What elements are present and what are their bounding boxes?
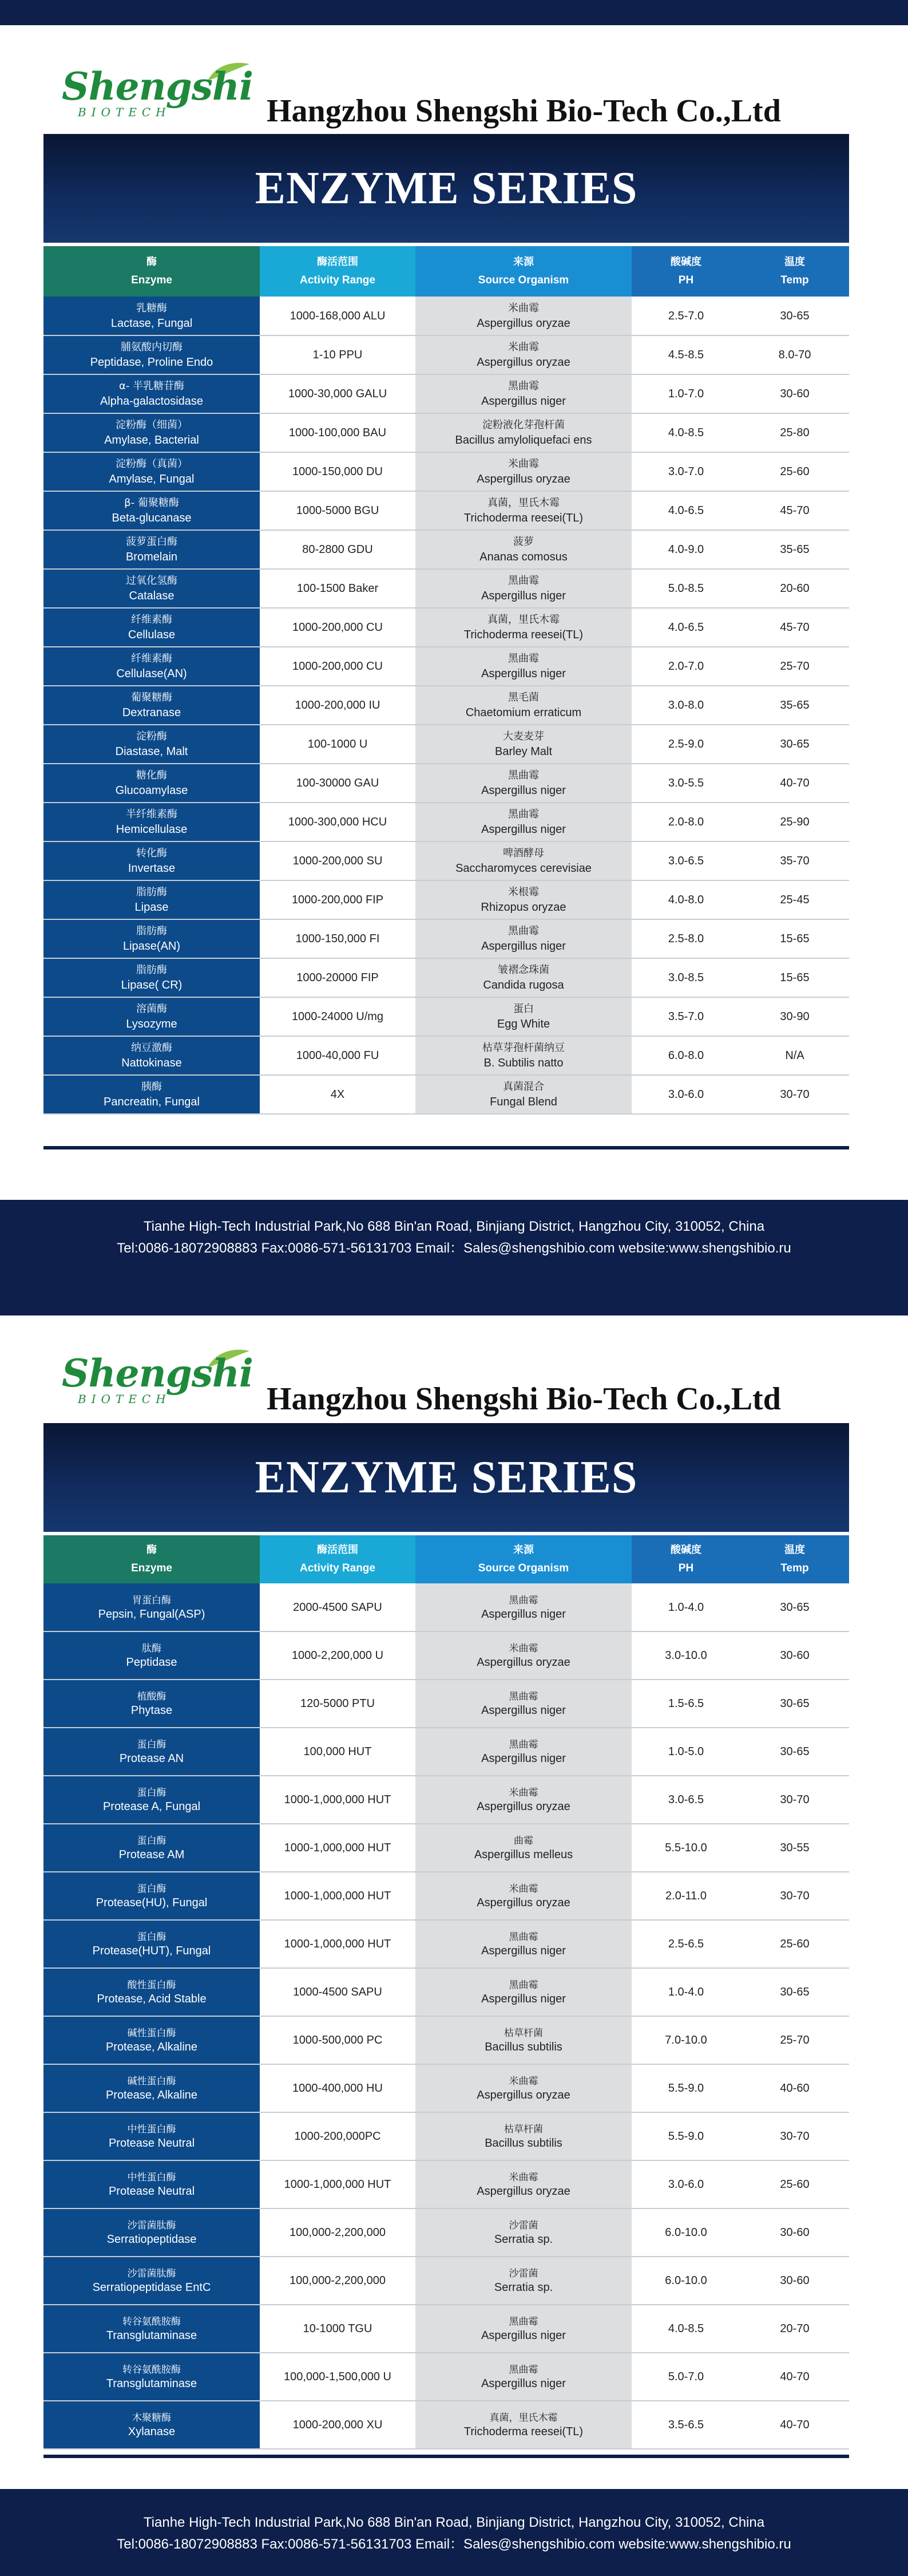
- ph-cell: 3.0-8.5: [632, 958, 740, 997]
- table-row: [43, 725, 849, 764]
- table-row: [43, 413, 849, 452]
- enzyme-name-cell: 脯氨酸内切酶 Peptidase, Proline Endo: [43, 335, 260, 374]
- temp-cell: 35-65: [740, 686, 849, 725]
- source-organism-cell: 曲霉 Aspergillus melleus: [415, 1824, 632, 1872]
- table-row: [43, 1728, 849, 1776]
- temp-cell: 30-65: [740, 297, 849, 335]
- table-row: [43, 2257, 849, 2305]
- activity-range-cell: 1000-150,000 FI: [260, 919, 415, 958]
- enzyme-name-cell: 碱性蛋白酶 Protease, Alkaline: [43, 2064, 260, 2112]
- enzyme-name-cell: 脂肪酶 Lipase(AN): [43, 919, 260, 958]
- ph-cell: 3.0-10.0: [632, 1631, 740, 1680]
- temp-cell: 15-65: [740, 919, 849, 958]
- ph-cell: 4.0-6.5: [632, 491, 740, 530]
- table-row: [43, 1075, 849, 1114]
- ph-cell: 1.0-4.0: [632, 1968, 740, 2016]
- activity-range-cell: 10-1000 TGU: [260, 2305, 415, 2353]
- table-row: [43, 1920, 849, 1968]
- ph-cell: 3.5-6.5: [632, 2401, 740, 2449]
- temp-cell: 25-60: [740, 1920, 849, 1968]
- activity-range-cell: 1000-200,000 CU: [260, 608, 415, 647]
- ph-cell: 1.0-5.0: [632, 1728, 740, 1776]
- enzyme-name-cell: 蛋白酶 Protease AN: [43, 1728, 260, 1776]
- enzyme-name-cell: 脂肪酶 Lipase( CR): [43, 958, 260, 997]
- ph-cell: 3.5-7.0: [632, 997, 740, 1036]
- enzyme-table-1: [43, 246, 849, 1115]
- enzyme-name-cell: 蛋白酶 Protease(HU), Fungal: [43, 1872, 260, 1920]
- table-row: [43, 2208, 849, 2257]
- enzyme-name-cell: 沙雷菌肽酶 Serratiopeptidase EntC: [43, 2257, 260, 2305]
- activity-range-cell: 100,000-2,200,000: [260, 2257, 415, 2305]
- enzyme-name-cell: 乳糖酶 Lactase, Fungal: [43, 297, 260, 335]
- table-header-row: [43, 1535, 849, 1583]
- header-source: 来源 Source Organism: [415, 1535, 632, 1583]
- activity-range-cell: 1000-1,000,000 HUT: [260, 1872, 415, 1920]
- table-row: [43, 2112, 849, 2160]
- table-row: [43, 1583, 849, 1631]
- activity-range-cell: 1000-4500 SAPU: [260, 1968, 415, 2016]
- enzyme-name-cell: 转谷氨酰胺酶 Transglutaminase: [43, 2353, 260, 2401]
- enzyme-name-cell: 蛋白酶 Protease A, Fungal: [43, 1776, 260, 1824]
- header-ph: 酸碱度 PH: [632, 246, 740, 297]
- temp-cell: 40-70: [740, 2353, 849, 2401]
- source-organism-cell: 黑曲霉 Aspergillus niger: [415, 1728, 632, 1776]
- source-organism-cell: 米根霉 Rhizopus oryzae: [415, 880, 632, 919]
- source-organism-cell: 真菌，里氏木霉 Trichoderma reesei(TL): [415, 608, 632, 647]
- enzyme-name-cell: 植酸酶 Phytase: [43, 1680, 260, 1728]
- logo-subtitle: BIOTECH: [78, 105, 171, 119]
- source-organism-cell: 米曲霉 Aspergillus oryzae: [415, 1631, 632, 1680]
- table-row: [43, 608, 849, 647]
- enzyme-name-cell: α- 半乳糖苷酶 Alpha-galactosidase: [43, 374, 260, 413]
- temp-cell: 25-60: [740, 2160, 849, 2208]
- temp-cell: 30-65: [740, 1728, 849, 1776]
- temp-cell: 30-60: [740, 374, 849, 413]
- company-name: Hangzhou Shengshi Bio-Tech Co.,Ltd: [267, 1381, 781, 1417]
- table-row: [43, 1824, 849, 1872]
- activity-range-cell: 1000-20000 FIP: [260, 958, 415, 997]
- temp-cell: 30-60: [740, 2257, 849, 2305]
- activity-range-cell: 1000-168,000 ALU: [260, 297, 415, 335]
- enzyme-name-cell: 菠萝蛋白酶 Bromelain: [43, 530, 260, 569]
- enzyme-name-cell: 胰酶 Pancreatin, Fungal: [43, 1075, 260, 1114]
- activity-range-cell: 1000-1,000,000 HUT: [260, 1824, 415, 1872]
- source-organism-cell: 沙雷菌 Serratia sp.: [415, 2257, 632, 2305]
- temp-cell: 30-60: [740, 2208, 849, 2257]
- activity-range-cell: 1000-30,000 GALU: [260, 374, 415, 413]
- footer-address: Tianhe High-Tech Industrial Park,No 688 Bin'an Road, Binjiang District, Hangzhou City, 310052, China: [143, 1219, 765, 1234]
- activity-range-cell: 1000-400,000 HU: [260, 2064, 415, 2112]
- logo-wordmark: Shengshi: [62, 64, 253, 109]
- source-organism-cell: 黑曲霉 Aspergillus niger: [415, 764, 632, 803]
- ph-cell: 3.0-6.0: [632, 1075, 740, 1114]
- header-enzyme: 酶 Enzyme: [43, 246, 260, 297]
- enzyme-table-2: [43, 1535, 849, 2449]
- ph-cell: 3.0-6.5: [632, 841, 740, 880]
- ph-cell: 3.0-8.0: [632, 686, 740, 725]
- table-row: [43, 997, 849, 1036]
- table-row: [43, 2016, 849, 2064]
- ph-cell: 2.5-8.0: [632, 919, 740, 958]
- ph-cell: 1.0-7.0: [632, 374, 740, 413]
- temp-cell: 35-65: [740, 530, 849, 569]
- table-row: [43, 686, 849, 725]
- header-activity: 酶活范围 Activity Range: [260, 246, 415, 297]
- temp-cell: 25-45: [740, 880, 849, 919]
- enzyme-name-cell: 蛋白酶 Protease AM: [43, 1824, 260, 1872]
- table-row: [43, 1968, 849, 2016]
- temp-cell: 30-65: [740, 1583, 849, 1631]
- table-row: [43, 919, 849, 958]
- ph-cell: 5.0-8.5: [632, 569, 740, 608]
- temp-cell: 30-65: [740, 1968, 849, 2016]
- ph-cell: 5.5-9.0: [632, 2064, 740, 2112]
- activity-range-cell: 1000-200,000 SU: [260, 841, 415, 880]
- source-organism-cell: 米曲霉 Aspergillus oryzae: [415, 2160, 632, 2208]
- enzyme-name-cell: 半纤维素酶 Hemicellulase: [43, 803, 260, 841]
- source-organism-cell: 淀粉液化芽孢杆菌 Bacillus amyloliquefaci ens: [415, 413, 632, 452]
- enzyme-name-cell: 碱性蛋白酶 Protease, Alkaline: [43, 2016, 260, 2064]
- activity-range-cell: 1-10 PPU: [260, 335, 415, 374]
- enzyme-name-cell: 葡聚糖酶 Dextranase: [43, 686, 260, 725]
- banner-title: ENZYME SERIES: [255, 163, 638, 214]
- activity-range-cell: 120-5000 PTU: [260, 1680, 415, 1728]
- ph-cell: 3.0-6.5: [632, 1776, 740, 1824]
- ph-cell: 6.0-10.0: [632, 2208, 740, 2257]
- temp-cell: 35-70: [740, 841, 849, 880]
- ph-cell: 4.0-9.0: [632, 530, 740, 569]
- source-organism-cell: 黑曲霉 Aspergillus niger: [415, 569, 632, 608]
- header-temp: 温度 Temp: [740, 246, 849, 297]
- header-activity: 酶活范围 Activity Range: [260, 1535, 415, 1583]
- table-row: [43, 335, 849, 374]
- activity-range-cell: 1000-500,000 PC: [260, 2016, 415, 2064]
- source-organism-cell: 米曲霉 Aspergillus oryzae: [415, 452, 632, 491]
- source-organism-cell: 真菌，里氏木霉 Trichoderma reesei(TL): [415, 2401, 632, 2449]
- enzyme-name-cell: 蛋白酶 Protease(HUT), Fungal: [43, 1920, 260, 1968]
- source-organism-cell: 黑曲霉 Aspergillus niger: [415, 1680, 632, 1728]
- enzyme-name-cell: 纳豆激酶 Nattokinase: [43, 1036, 260, 1075]
- source-organism-cell: 真菌，里氏木霉 Trichoderma reesei(TL): [415, 491, 632, 530]
- banner-title: ENZYME SERIES: [255, 1452, 638, 1503]
- source-organism-cell: 黑曲霉 Aspergillus niger: [415, 1968, 632, 2016]
- enzyme-name-cell: 溶菌酶 Lysozyme: [43, 997, 260, 1036]
- enzyme-name-cell: 沙雷菌肽酶 Serratiopeptidase: [43, 2208, 260, 2257]
- table-row: [43, 958, 849, 997]
- enzyme-name-cell: 淀粉酶 Diastase, Malt: [43, 725, 260, 764]
- activity-range-cell: 4X: [260, 1075, 415, 1114]
- header-enzyme: 酶 Enzyme: [43, 1535, 260, 1583]
- ph-cell: 2.5-9.0: [632, 725, 740, 764]
- logo-wordmark: Shengshi: [62, 1351, 253, 1396]
- source-organism-cell: 黑毛菌 Chaetomium erraticum: [415, 686, 632, 725]
- catalog-page-1: [0, 25, 908, 1222]
- temp-cell: 30-55: [740, 1824, 849, 1872]
- ph-cell: 7.0-10.0: [632, 2016, 740, 2064]
- source-organism-cell: 大麦麦芽 Barley Malt: [415, 725, 632, 764]
- temp-cell: 20-70: [740, 2305, 849, 2353]
- table-row: [43, 2064, 849, 2112]
- activity-range-cell: 1000-5000 BGU: [260, 491, 415, 530]
- activity-range-cell: 1000-24000 U/mg: [260, 997, 415, 1036]
- table-row: [43, 2353, 849, 2401]
- table-row: [43, 803, 849, 841]
- table-row: [43, 1680, 849, 1728]
- activity-range-cell: 2000-4500 SAPU: [260, 1583, 415, 1631]
- temp-cell: 30-70: [740, 1776, 849, 1824]
- source-organism-cell: 黑曲霉 Aspergillus niger: [415, 647, 632, 686]
- header-ph: 酸碱度 PH: [632, 1535, 740, 1583]
- table-header-row: [43, 246, 849, 297]
- enzyme-name-cell: 酸性蛋白酶 Protease, Acid Stable: [43, 1968, 260, 2016]
- activity-range-cell: 1000-150,000 DU: [260, 452, 415, 491]
- source-organism-cell: 米曲霉 Aspergillus oryzae: [415, 1872, 632, 1920]
- ph-cell: 2.5-6.5: [632, 1920, 740, 1968]
- temp-cell: 30-65: [740, 1680, 849, 1728]
- enzyme-name-cell: 糖化酶 Glucoamylase: [43, 764, 260, 803]
- source-organism-cell: 真菌混合 Fungal Blend: [415, 1075, 632, 1114]
- source-organism-cell: 沙雷菌 Serratia sp.: [415, 2208, 632, 2257]
- temp-cell: 40-70: [740, 764, 849, 803]
- enzyme-name-cell: β- 葡聚糖酶 Beta-glucanase: [43, 491, 260, 530]
- source-organism-cell: 黑曲霉 Aspergillus niger: [415, 919, 632, 958]
- temp-cell: N/A: [740, 1036, 849, 1075]
- temp-cell: 25-80: [740, 413, 849, 452]
- ph-cell: 4.0-6.5: [632, 608, 740, 647]
- table-row: [43, 569, 849, 608]
- source-organism-cell: 蛋白 Egg White: [415, 997, 632, 1036]
- activity-range-cell: 100-30000 GAU: [260, 764, 415, 803]
- enzyme-name-cell: 中性蛋白酶 Protease Neutral: [43, 2160, 260, 2208]
- enzyme-name-cell: 淀粉酶（细菌） Amylase, Bacterial: [43, 413, 260, 452]
- footer-1: [0, 1200, 908, 1315]
- temp-cell: 25-60: [740, 452, 849, 491]
- ph-cell: 1.5-6.5: [632, 1680, 740, 1728]
- source-organism-cell: 黑曲霉 Aspergillus niger: [415, 2353, 632, 2401]
- header-source: 来源 Source Organism: [415, 246, 632, 297]
- ph-cell: 5.5-9.0: [632, 2112, 740, 2160]
- activity-range-cell: 100,000 HUT: [260, 1728, 415, 1776]
- company-name: Hangzhou Shengshi Bio-Tech Co.,Ltd: [267, 93, 781, 129]
- footer-address: Tianhe High-Tech Industrial Park,No 688 Bin'an Road, Binjiang District, Hangzhou City, 310052, China: [143, 2515, 765, 2530]
- enzyme-name-cell: 纤维素酶 Cellulase(AN): [43, 647, 260, 686]
- activity-range-cell: 100,000-1,500,000 U: [260, 2353, 415, 2401]
- logo-subtitle: BIOTECH: [78, 1392, 171, 1406]
- ph-cell: 6.0-10.0: [632, 2257, 740, 2305]
- source-organism-cell: 黑曲霉 Aspergillus niger: [415, 1583, 632, 1631]
- source-organism-cell: 枯草杆菌 Bacillus subtilis: [415, 2112, 632, 2160]
- source-organism-cell: 菠萝 Ananas comosus: [415, 530, 632, 569]
- source-organism-cell: 黑曲霉 Aspergillus niger: [415, 1920, 632, 1968]
- activity-range-cell: 1000-200,000 IU: [260, 686, 415, 725]
- table-row: [43, 841, 849, 880]
- header-temp: 温度 Temp: [740, 1535, 849, 1583]
- activity-range-cell: 1000-2,200,000 U: [260, 1631, 415, 1680]
- ph-cell: 5.5-10.0: [632, 1824, 740, 1872]
- temp-cell: 40-70: [740, 2401, 849, 2449]
- series-banner: [43, 134, 849, 243]
- temp-cell: 45-70: [740, 608, 849, 647]
- enzyme-name-cell: 转化酶 Invertase: [43, 841, 260, 880]
- table-bottom-rule: [43, 2455, 849, 2458]
- company-logo: [62, 61, 251, 129]
- footer-contact: Tel:0086-18072908883 Fax:0086-571-56131703 Email：Sales@shengshibio.com website:www.shengshibio.ru: [117, 2537, 791, 2552]
- ph-cell: 3.0-7.0: [632, 452, 740, 491]
- table-row: [43, 1631, 849, 1680]
- catalog-page-2: [0, 1315, 908, 2465]
- ph-cell: 4.0-8.0: [632, 880, 740, 919]
- source-organism-cell: 皱褶念珠菌 Candida rugosa: [415, 958, 632, 997]
- temp-cell: 8.0-70: [740, 335, 849, 374]
- ph-cell: 2.5-7.0: [632, 297, 740, 335]
- enzyme-name-cell: 木聚糖酶 Xylanase: [43, 2401, 260, 2449]
- activity-range-cell: 1000-300,000 HCU: [260, 803, 415, 841]
- activity-range-cell: 1000-40,000 FU: [260, 1036, 415, 1075]
- table-row: [43, 2160, 849, 2208]
- ph-cell: 2.0-11.0: [632, 1872, 740, 1920]
- footer-2: [0, 2489, 908, 2576]
- activity-range-cell: 100-1000 U: [260, 725, 415, 764]
- temp-cell: 15-65: [740, 958, 849, 997]
- temp-cell: 30-70: [740, 1872, 849, 1920]
- top-strip: [0, 0, 908, 25]
- temp-cell: 30-65: [740, 725, 849, 764]
- source-organism-cell: 枯草杆菌 Bacillus subtilis: [415, 2016, 632, 2064]
- source-organism-cell: 米曲霉 Aspergillus oryzae: [415, 297, 632, 335]
- source-organism-cell: 黑曲霉 Aspergillus niger: [415, 2305, 632, 2353]
- temp-cell: 25-70: [740, 647, 849, 686]
- ph-cell: 4.0-8.5: [632, 2305, 740, 2353]
- enzyme-name-cell: 淀粉酶（真菌） Amylase, Fungal: [43, 452, 260, 491]
- source-organism-cell: 米曲霉 Aspergillus oryzae: [415, 335, 632, 374]
- temp-cell: 25-70: [740, 2016, 849, 2064]
- table-row: [43, 764, 849, 803]
- ph-cell: 1.0-4.0: [632, 1583, 740, 1631]
- temp-cell: 30-90: [740, 997, 849, 1036]
- temp-cell: 20-60: [740, 569, 849, 608]
- table-row: [43, 647, 849, 686]
- temp-cell: 40-60: [740, 2064, 849, 2112]
- ph-cell: 3.0-6.0: [632, 2160, 740, 2208]
- activity-range-cell: 1000-1,000,000 HUT: [260, 1776, 415, 1824]
- source-organism-cell: 米曲霉 Aspergillus oryzae: [415, 2064, 632, 2112]
- table-row: [43, 1036, 849, 1075]
- activity-range-cell: 80-2800 GDU: [260, 530, 415, 569]
- table-row: [43, 1872, 849, 1920]
- source-organism-cell: 米曲霉 Aspergillus oryzae: [415, 1776, 632, 1824]
- footer-contact: Tel:0086-18072908883 Fax:0086-571-56131703 Email：Sales@shengshibio.com website:www.shengshibio.ru: [117, 1240, 791, 1256]
- enzyme-name-cell: 脂肪酶 Lipase: [43, 880, 260, 919]
- table-row: [43, 452, 849, 491]
- ph-cell: 2.0-8.0: [632, 803, 740, 841]
- activity-range-cell: 100-1500 Baker: [260, 569, 415, 608]
- enzyme-name-cell: 中性蛋白酶 Protease Neutral: [43, 2112, 260, 2160]
- company-logo: [62, 1348, 251, 1416]
- source-organism-cell: 枯草芽孢杆菌纳豆 B. Subtilis natto: [415, 1036, 632, 1075]
- enzyme-name-cell: 肽酶 Peptidase: [43, 1631, 260, 1680]
- ph-cell: 5.0-7.0: [632, 2353, 740, 2401]
- ph-cell: 4.5-8.5: [632, 335, 740, 374]
- series-banner: [43, 1423, 849, 1532]
- enzyme-name-cell: 胃蛋白酶 Pepsin, Fungal(ASP): [43, 1583, 260, 1631]
- table-row: [43, 2305, 849, 2353]
- table-row: [43, 880, 849, 919]
- activity-range-cell: 1000-1,000,000 HUT: [260, 1920, 415, 1968]
- table-row: [43, 1776, 849, 1824]
- temp-cell: 30-70: [740, 1075, 849, 1114]
- activity-range-cell: 1000-100,000 BAU: [260, 413, 415, 452]
- activity-range-cell: 1000-200,000 FIP: [260, 880, 415, 919]
- source-organism-cell: 黑曲霉 Aspergillus niger: [415, 803, 632, 841]
- ph-cell: 6.0-8.0: [632, 1036, 740, 1075]
- temp-cell: 30-60: [740, 1631, 849, 1680]
- table-bottom-rule: [43, 1146, 849, 1149]
- temp-cell: 25-90: [740, 803, 849, 841]
- source-organism-cell: 黑曲霉 Aspergillus niger: [415, 374, 632, 413]
- source-organism-cell: 啤酒酵母 Saccharomyces cerevisiae: [415, 841, 632, 880]
- table-row: [43, 2401, 849, 2449]
- activity-range-cell: 1000-200,000PC: [260, 2112, 415, 2160]
- ph-cell: 3.0-5.5: [632, 764, 740, 803]
- table-row: [43, 374, 849, 413]
- table-row: [43, 530, 849, 569]
- temp-cell: 30-70: [740, 2112, 849, 2160]
- enzyme-name-cell: 过氧化氢酶 Catalase: [43, 569, 260, 608]
- ph-cell: 2.0-7.0: [632, 647, 740, 686]
- activity-range-cell: 100,000-2,200,000: [260, 2208, 415, 2257]
- table-row: [43, 491, 849, 530]
- activity-range-cell: 1000-200,000 CU: [260, 647, 415, 686]
- temp-cell: 45-70: [740, 491, 849, 530]
- enzyme-name-cell: 转谷氨酰胺酶 Transglutaminase: [43, 2305, 260, 2353]
- activity-range-cell: 1000-1,000,000 HUT: [260, 2160, 415, 2208]
- activity-range-cell: 1000-200,000 XU: [260, 2401, 415, 2449]
- table-row: [43, 297, 849, 335]
- enzyme-name-cell: 纤维素酶 Cellulase: [43, 608, 260, 647]
- ph-cell: 4.0-8.5: [632, 413, 740, 452]
